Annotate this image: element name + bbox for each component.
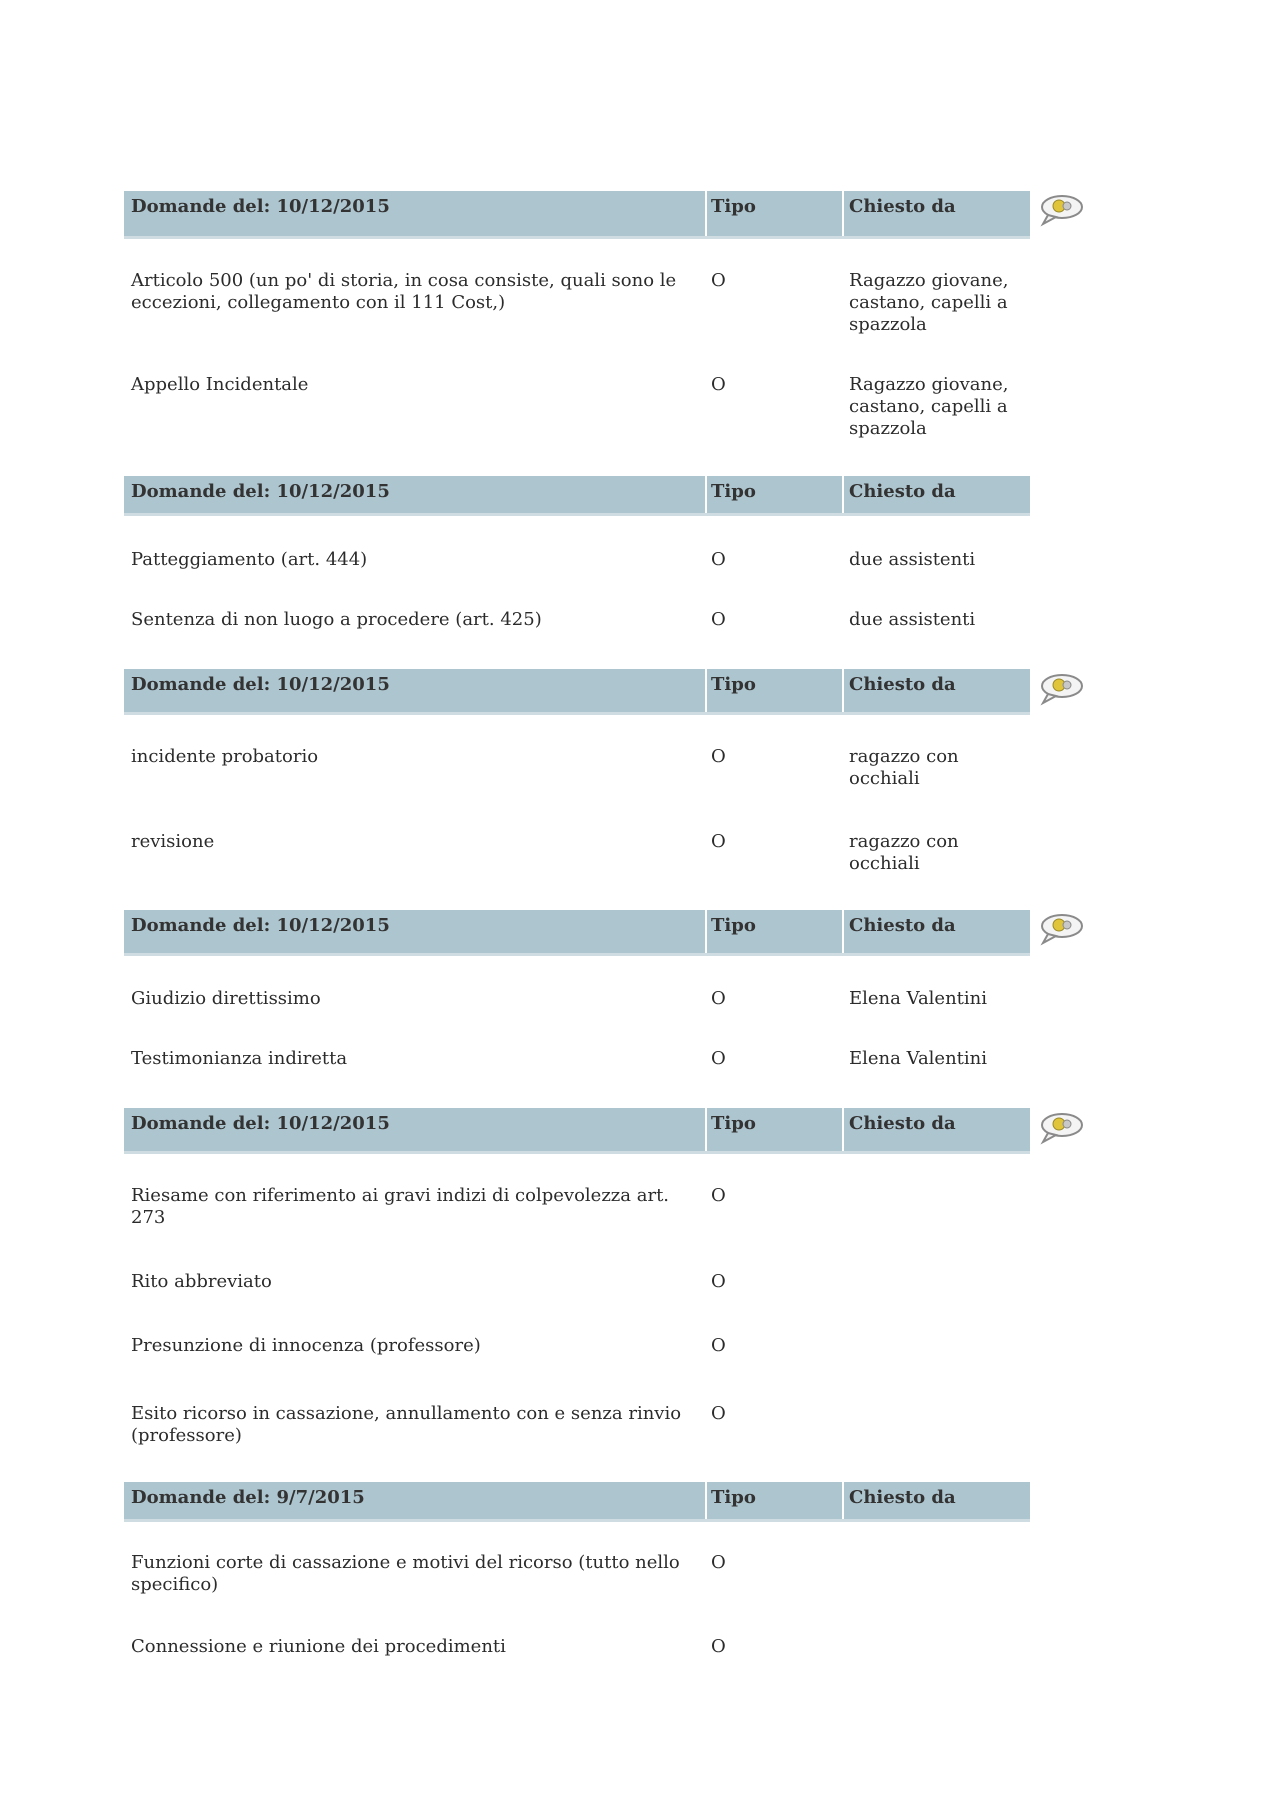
- asked-by: Ragazzo giovane, castano, capelli a spazzola: [849, 374, 1009, 439]
- question-type: O: [711, 374, 726, 395]
- question-type: O: [711, 549, 726, 570]
- header-domande: Domande del: 10/12/2015: [131, 674, 390, 695]
- section-header: [124, 191, 1030, 239]
- header-tipo: Tipo: [711, 481, 756, 502]
- question-type: O: [711, 609, 726, 630]
- speech-bubble-icon[interactable]: [1038, 910, 1084, 946]
- asked-by: Elena Valentini: [849, 988, 988, 1009]
- header-chiesto-da: Chiesto da: [849, 1487, 956, 1508]
- question-text: incidente probatorio: [131, 746, 319, 767]
- question-type: O: [711, 1271, 726, 1292]
- section-header: [124, 476, 1030, 516]
- asked-by: ragazzo con occhiali: [849, 831, 959, 874]
- question-text: Presunzione di innocenza (professore): [131, 1335, 481, 1356]
- question-type: O: [711, 1552, 726, 1573]
- header-tipo: Tipo: [711, 196, 756, 217]
- speech-bubble-icon[interactable]: [1038, 1109, 1084, 1145]
- question-text: Articolo 500 (un po' di storia, in cosa consiste, quali sono le eccezioni, collegamento con il 111 Cost,): [131, 270, 677, 313]
- question-text: Rito abbreviato: [131, 1271, 272, 1292]
- question-text: Funzioni corte di cassazione e motivi del ricorso (tutto nello specifico): [131, 1552, 680, 1595]
- question-type: O: [711, 988, 726, 1009]
- section-header: [124, 910, 1030, 956]
- header-tipo: Tipo: [711, 915, 756, 936]
- section-header: [124, 1108, 1030, 1154]
- header-tipo: Tipo: [711, 1487, 756, 1508]
- question-type: O: [711, 1636, 726, 1657]
- question-type: O: [711, 1185, 726, 1206]
- asked-by: due assistenti: [849, 609, 976, 630]
- question-text: Testimonianza indiretta: [131, 1048, 348, 1069]
- section-header: [124, 1482, 1030, 1522]
- question-text: Patteggiamento (art. 444): [131, 549, 368, 570]
- question-type: O: [711, 746, 726, 767]
- asked-by: ragazzo con occhiali: [849, 746, 959, 789]
- speech-bubble-icon[interactable]: [1038, 191, 1084, 227]
- question-text: Giudizio direttissimo: [131, 988, 321, 1009]
- question-type: O: [711, 1048, 726, 1069]
- question-type: O: [711, 270, 726, 291]
- section-header: [124, 669, 1030, 715]
- header-chiesto-da: Chiesto da: [849, 674, 956, 695]
- header-domande: Domande del: 10/12/2015: [131, 1113, 390, 1134]
- asked-by: due assistenti: [849, 549, 976, 570]
- header-chiesto-da: Chiesto da: [849, 196, 956, 217]
- question-text: Esito ricorso in cassazione, annullamento con e senza rinvio (professore): [131, 1403, 682, 1446]
- question-type: O: [711, 1403, 726, 1424]
- header-chiesto-da: Chiesto da: [849, 481, 956, 502]
- header-chiesto-da: Chiesto da: [849, 1113, 956, 1134]
- question-text: Riesame con riferimento ai gravi indizi di colpevolezza art. 273: [131, 1185, 670, 1228]
- header-tipo: Tipo: [711, 674, 756, 695]
- question-text: Connessione e riunione dei procedimenti: [131, 1636, 506, 1657]
- header-chiesto-da: Chiesto da: [849, 915, 956, 936]
- question-text: Appello Incidentale: [131, 374, 309, 395]
- header-tipo: Tipo: [711, 1113, 756, 1134]
- question-text: Sentenza di non luogo a procedere (art. 425): [131, 609, 542, 630]
- question-text: revisione: [131, 831, 215, 852]
- header-domande: Domande del: 10/12/2015: [131, 196, 390, 217]
- question-type: O: [711, 1335, 726, 1356]
- asked-by: Elena Valentini: [849, 1048, 988, 1069]
- asked-by: Ragazzo giovane, castano, capelli a spazzola: [849, 270, 1009, 335]
- question-type: O: [711, 831, 726, 852]
- speech-bubble-icon[interactable]: [1038, 670, 1084, 706]
- header-domande: Domande del: 10/12/2015: [131, 481, 390, 502]
- header-domande: Domande del: 10/12/2015: [131, 915, 390, 936]
- header-domande: Domande del: 9/7/2015: [131, 1487, 365, 1508]
